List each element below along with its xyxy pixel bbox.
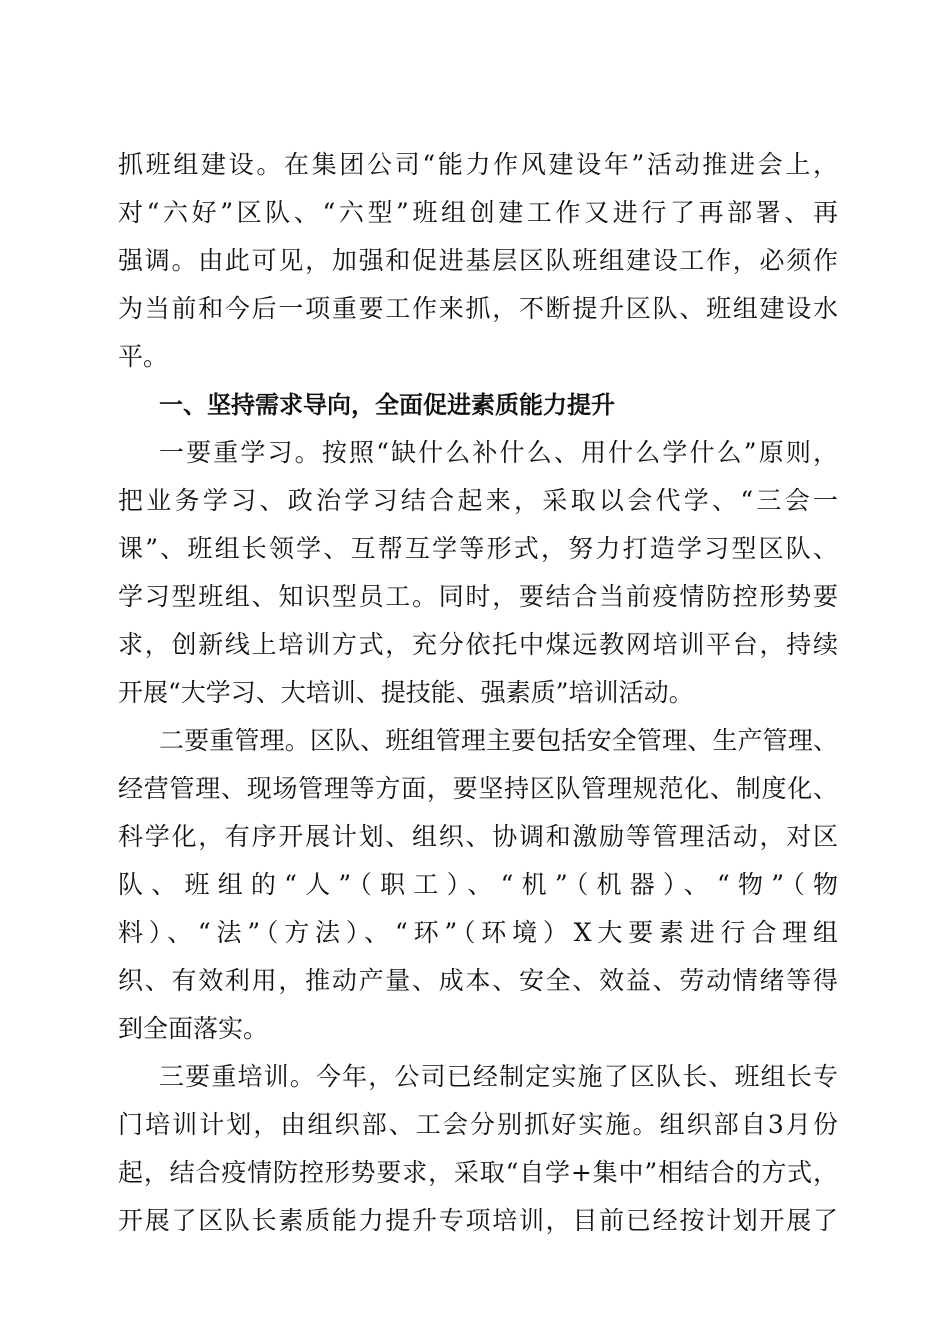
paragraph-line: 起，结合疫情防控形势要求，采取“自学+集中”相结合的方式， [118, 1158, 838, 1187]
paragraph-line: 开展了区队长素质能力提升专项培训，目前已经按计划开展了 [118, 1206, 838, 1235]
paragraph-line: 求，创新线上培训方式，充分依托中煤远教网培训平台，持续 [118, 630, 838, 659]
paragraph-line: 经营管理、现场管理等方面，要坚持区队管理规范化、制度化、 [118, 774, 838, 803]
paragraph-line: 队、班组的“人”（职工）、“机”（机器）、“物”（物 [118, 870, 838, 899]
paragraph-line: 把业务学习、政治学习结合起来，采取以会代学、“三会一 [118, 486, 838, 515]
paragraph-line: 三要重培训。今年，公司已经制定实施了区队长、班组长专 [159, 1062, 838, 1091]
paragraph-line: 二要重管理。区队、班组管理主要包括安全管理、生产管理、 [159, 726, 838, 755]
paragraph-line: 强调。由此可见，加强和促进基层区队班组建设工作，必须作 [118, 246, 838, 275]
paragraph-line: 课”、班组长领学、互帮互学等形式，努力打造学习型区队、 [118, 534, 838, 563]
paragraph-line: 学习型班组、知识型员工。同时，要结合当前疫情防控形势要 [118, 582, 838, 611]
paragraph-line: 料）、“法”（方法）、“环”（环境）X大要素进行合理组 [118, 918, 838, 947]
paragraph-line: 抓班组建设。在集团公司“能力作风建设年”活动推进会上， [118, 150, 838, 179]
paragraph-line: 织、有效利用，推动产量、成本、安全、效益、劳动情绪等得 [118, 966, 838, 995]
paragraph-line: 一要重学习。按照“缺什么补什么、用什么学什么”原则， [159, 438, 838, 467]
paragraph-line: 为当前和今后一项重要工作来抓，不断提升区队、班组建设水 [118, 294, 838, 323]
paragraph-line: 对“六好”区队、“六型”班组创建工作又进行了再部署、再 [118, 198, 838, 227]
paragraph-line: 科学化，有序开展计划、组织、协调和激励等管理活动，对区 [118, 822, 838, 851]
paragraph-line: 到全面落实。 [118, 1014, 269, 1043]
paragraph-line: 平。 [118, 342, 169, 371]
section-heading: 一、坚持需求导向，全面促进素质能力提升 [159, 391, 615, 419]
paragraph-line: 门培训计划，由组织部、工会分别抓好实施。组织部自3月份 [118, 1110, 838, 1139]
paragraph-line: 开展“大学习、大培训、提技能、强素质”培训活动。 [118, 678, 694, 707]
